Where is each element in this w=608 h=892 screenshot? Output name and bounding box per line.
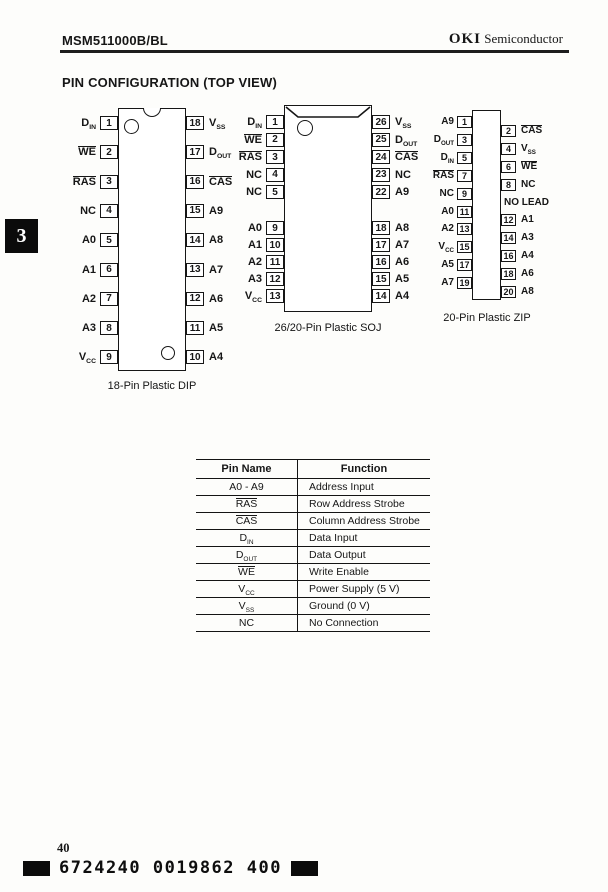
pin-label bbox=[395, 289, 409, 303]
pin-number-box: 26 bbox=[372, 115, 390, 129]
pin-number-box: 25 bbox=[372, 133, 390, 147]
pin-label-text: A9 bbox=[395, 186, 410, 198]
pin-number-box: 12 bbox=[266, 272, 284, 286]
function-cell: Row Address Strobe bbox=[309, 498, 405, 510]
soj-body bbox=[284, 105, 372, 312]
pin-label-text: NC bbox=[246, 168, 262, 181]
header-rule bbox=[60, 50, 569, 53]
pin-label bbox=[521, 125, 542, 137]
pin-number-box: 4 bbox=[501, 143, 516, 155]
pin-number-box: 14 bbox=[501, 232, 516, 244]
pin-number-box: 16 bbox=[186, 175, 204, 189]
function-cell: Data Output bbox=[309, 549, 366, 561]
pin-label-text: RAS bbox=[432, 169, 454, 181]
pin-label-text: WE bbox=[521, 160, 538, 172]
pin-label bbox=[395, 255, 409, 269]
pin-number-box: 20 bbox=[501, 286, 516, 298]
pin-number-box: 5 bbox=[100, 233, 118, 247]
pin-number-box: 14 bbox=[186, 233, 204, 247]
pin-label-text: $D_{OUT}$ bbox=[395, 133, 418, 148]
pin-label bbox=[441, 259, 454, 271]
pin-number-box: 8 bbox=[501, 179, 516, 191]
pin-label-text: RAS bbox=[238, 151, 262, 163]
pin-label bbox=[433, 170, 454, 182]
table-row bbox=[196, 598, 430, 615]
pin-label-text: WE bbox=[78, 146, 96, 159]
pin-label bbox=[248, 272, 262, 286]
pin-label bbox=[395, 238, 409, 252]
pin-label bbox=[82, 263, 96, 277]
pin-label bbox=[441, 152, 454, 164]
pin-number-box: 1 bbox=[266, 115, 284, 129]
pin-number-box: 7 bbox=[100, 292, 118, 306]
pin-name-cell bbox=[196, 496, 298, 512]
pin-label bbox=[209, 204, 223, 218]
pin-label bbox=[209, 233, 223, 247]
function-header: Function bbox=[340, 463, 388, 475]
barcode-text: 6724240 0019862 400 bbox=[59, 858, 282, 878]
pin-number-box: 11 bbox=[266, 255, 284, 269]
pin-label-text: A9 bbox=[209, 204, 224, 217]
pin-label bbox=[209, 175, 232, 189]
pin-number-box: 24 bbox=[372, 150, 390, 164]
pin-label-text: $V_{CC}$ bbox=[238, 583, 255, 598]
pin-label bbox=[248, 238, 262, 252]
pin-label bbox=[441, 277, 454, 289]
pin-label-text: A0 bbox=[81, 234, 96, 247]
pin-number-box: 5 bbox=[266, 185, 284, 199]
pin-number-box: 9 bbox=[457, 188, 472, 200]
pin-label bbox=[73, 175, 96, 189]
pin-label bbox=[441, 116, 454, 128]
table-row bbox=[196, 581, 430, 598]
pin-label-text: A9 bbox=[441, 116, 454, 127]
pin-label-text: $V_{SS}$ bbox=[395, 116, 412, 131]
pin-label bbox=[244, 133, 262, 147]
pin-label bbox=[521, 232, 534, 244]
function-cell: Data Input bbox=[309, 532, 358, 544]
pin-label bbox=[395, 133, 417, 147]
pin-label bbox=[209, 145, 231, 159]
pin-label-text: A5 bbox=[441, 259, 454, 271]
pin-number-box: 4 bbox=[266, 168, 284, 182]
pin-label-text: $V_{CC}$ bbox=[438, 241, 454, 255]
pin-label-text: NC bbox=[80, 204, 96, 217]
pin-label-text: A6 bbox=[395, 256, 410, 268]
zip-body bbox=[472, 110, 501, 300]
pin-label-text: A0 bbox=[441, 205, 454, 217]
pin-number-box: 23 bbox=[372, 168, 390, 182]
pin-label-text: A2 bbox=[247, 256, 262, 268]
pin-table-header-row bbox=[196, 460, 430, 479]
pin-label-text: NC bbox=[238, 617, 255, 629]
function-cell: No Connection bbox=[309, 617, 379, 629]
dip-package bbox=[62, 104, 277, 400]
pin-label-text: WE bbox=[238, 565, 255, 578]
pin-label-text: A4 bbox=[395, 290, 410, 302]
pin-label bbox=[209, 292, 223, 306]
pin-number-box: 10 bbox=[186, 350, 204, 364]
pin-number-box: 16 bbox=[501, 250, 516, 262]
pin-number-box: 12 bbox=[501, 214, 516, 226]
pin-label-text: $V_{CC}$ bbox=[244, 290, 262, 305]
pin-name-cell bbox=[196, 581, 298, 597]
pin-label-text: A7 bbox=[395, 239, 410, 251]
pin-number-box: 2 bbox=[501, 125, 516, 137]
pin-label bbox=[209, 350, 223, 364]
pin-number-box: 1 bbox=[100, 116, 118, 130]
pin-number-box: 14 bbox=[372, 289, 390, 303]
pin-number-box: 13 bbox=[186, 263, 204, 277]
table-row bbox=[196, 564, 430, 581]
pin-label-text: NC bbox=[395, 168, 411, 181]
pin-label-text: A6 bbox=[521, 268, 534, 280]
pin-name-cell bbox=[196, 513, 298, 529]
pin-label bbox=[521, 143, 536, 155]
pin-number-box: 9 bbox=[100, 350, 118, 364]
function-cell: Address Input bbox=[309, 481, 374, 493]
table-row bbox=[196, 496, 430, 513]
pin-label-text: CAS bbox=[395, 151, 419, 163]
pin-number-box: 12 bbox=[186, 292, 204, 306]
pin-label bbox=[395, 185, 409, 199]
pin-label-text: A6 bbox=[209, 292, 224, 305]
barcode bbox=[23, 858, 318, 878]
pin-label-text: A8 bbox=[209, 234, 224, 247]
pin-label bbox=[434, 134, 454, 146]
section-tab: 3 bbox=[5, 219, 38, 253]
pin-label bbox=[521, 268, 534, 280]
pin-label-text: $D_{OUT}$ bbox=[433, 133, 454, 147]
pin-label-text: A5 bbox=[209, 322, 224, 335]
table-row bbox=[196, 530, 430, 547]
pin-label bbox=[521, 179, 535, 191]
pin-number-box: 3 bbox=[457, 134, 472, 146]
pin-number-box: 6 bbox=[100, 263, 118, 277]
pin-label-text: $V_{SS}$ bbox=[238, 600, 255, 615]
function-cell: Power Supply (5 V) bbox=[309, 583, 400, 595]
pin-label bbox=[521, 250, 534, 262]
document-title: MSM511000B/BL bbox=[62, 33, 168, 48]
pin-label-text: $D_{IN}$ bbox=[239, 532, 254, 547]
pin-label bbox=[521, 286, 534, 298]
pin-label bbox=[209, 116, 225, 130]
pin-number-box: 15 bbox=[372, 272, 390, 286]
pin-label-text: A1 bbox=[521, 214, 534, 226]
pin-label-text: A4 bbox=[209, 351, 224, 364]
page-title: PIN CONFIGURATION (TOP VIEW) bbox=[62, 75, 278, 90]
pin-label bbox=[395, 168, 411, 182]
pin-label-text: A0 bbox=[247, 222, 262, 234]
pin-label bbox=[82, 233, 96, 247]
pin-label-text: NC bbox=[246, 186, 262, 198]
pin-label bbox=[521, 161, 537, 173]
barcode-block-right-icon bbox=[291, 861, 318, 876]
pin-label-text: A2 bbox=[441, 223, 454, 235]
pin-number-box: 18 bbox=[186, 116, 204, 130]
no-lead-label bbox=[504, 197, 549, 209]
pin-label bbox=[438, 241, 454, 253]
pin-label bbox=[395, 115, 411, 129]
pin-label-text: $D_{OUT}$ bbox=[235, 549, 258, 564]
zip-package bbox=[432, 104, 602, 332]
pin-label-text: $D_{IN}$ bbox=[440, 151, 454, 165]
pin-label-text: A2 bbox=[81, 292, 96, 305]
dip-caption: 18-Pin Plastic DIP bbox=[107, 380, 197, 392]
pin-label-text: A7 bbox=[209, 263, 224, 276]
pin-name-header: Pin Name bbox=[196, 460, 298, 478]
zip-caption: 20-Pin Plastic ZIP bbox=[443, 312, 531, 324]
pin-name-cell bbox=[196, 615, 298, 631]
pin-label-text: A5 bbox=[395, 273, 410, 285]
pin-label-text: A3 bbox=[81, 322, 96, 335]
pin-label-text: RAS bbox=[72, 175, 96, 188]
barcode-block-left-icon bbox=[23, 861, 50, 876]
pin-label bbox=[245, 289, 262, 303]
pin-function-table bbox=[196, 459, 430, 632]
pin-number-box: 3 bbox=[266, 150, 284, 164]
dip-pin1-indicator-icon bbox=[124, 119, 139, 134]
pin-label-text: $D_{IN}$ bbox=[81, 117, 96, 132]
pin-number-box: 16 bbox=[372, 255, 390, 269]
pin-number-box: 6 bbox=[501, 161, 516, 173]
pin-name-cell bbox=[196, 564, 298, 580]
pin-number-box: 8 bbox=[100, 321, 118, 335]
pin-label bbox=[80, 204, 96, 218]
pin-label bbox=[82, 292, 96, 306]
pin-label-text: $D_{OUT}$ bbox=[209, 146, 232, 161]
pin-label-text: WE bbox=[244, 133, 262, 146]
table-row bbox=[196, 615, 430, 632]
pin-label-text: NC bbox=[521, 178, 536, 190]
soj-caption: 26/20-Pin Plastic SOJ bbox=[274, 322, 382, 334]
pin-label bbox=[395, 150, 418, 164]
pin-number-box: 13 bbox=[266, 289, 284, 303]
brand-oki: OKI bbox=[448, 31, 482, 47]
pin-label-text: CAS bbox=[209, 175, 233, 188]
table-row bbox=[196, 547, 430, 564]
function-cell: Ground (0 V) bbox=[309, 600, 370, 612]
dip-body bbox=[118, 108, 186, 371]
table-row bbox=[196, 479, 430, 496]
pin-number-box: 2 bbox=[266, 133, 284, 147]
pin-number-box: 9 bbox=[266, 221, 284, 235]
pin-number-box: 11 bbox=[457, 206, 472, 218]
pin-label bbox=[521, 214, 534, 226]
pin-label bbox=[248, 221, 262, 235]
pin-number-box: 17 bbox=[372, 238, 390, 252]
pin-number-box: 17 bbox=[457, 259, 472, 271]
pin-label-text: A8 bbox=[395, 222, 410, 234]
pin-label bbox=[395, 272, 409, 286]
brand-logo bbox=[449, 31, 563, 48]
pin-label-text: RAS bbox=[235, 497, 258, 510]
pin-label-text: A4 bbox=[521, 250, 534, 262]
pin-label bbox=[246, 168, 262, 182]
function-cell: Column Address Strobe bbox=[309, 515, 420, 527]
pin-label bbox=[441, 206, 454, 218]
soj-package bbox=[238, 104, 463, 344]
soj-chamfer-icon bbox=[284, 105, 372, 121]
pin-label bbox=[209, 263, 223, 277]
pin-label-text: NO LEAD bbox=[504, 196, 549, 208]
pin-label-text: $V_{SS}$ bbox=[521, 142, 536, 156]
pin-number-box: 18 bbox=[372, 221, 390, 235]
dip-bottom-indicator-icon bbox=[161, 346, 175, 360]
pin-label-text: CAS bbox=[521, 124, 543, 136]
pin-number-box: 18 bbox=[501, 268, 516, 280]
page-number: 40 bbox=[57, 841, 70, 855]
pin-label bbox=[209, 321, 223, 335]
brand-semiconductor: Semiconductor bbox=[484, 31, 563, 46]
pin-name-cell bbox=[196, 479, 298, 495]
pin-number-box: 15 bbox=[457, 241, 472, 253]
pin-label-text: NC bbox=[439, 187, 454, 199]
function-cell: Write Enable bbox=[309, 566, 369, 578]
pin-label bbox=[239, 150, 262, 164]
pin-number-box: 1 bbox=[457, 116, 472, 128]
pin-number-box: 17 bbox=[186, 145, 204, 159]
pin-label-text: A0 - A9 bbox=[229, 481, 264, 493]
pin-name-cell bbox=[196, 598, 298, 614]
pin-label-text: $V_{CC}$ bbox=[78, 351, 96, 366]
pin-label bbox=[246, 185, 262, 199]
pin-label bbox=[441, 223, 454, 235]
pin-label-text: $V_{SS}$ bbox=[209, 117, 226, 132]
pin-number-box: 15 bbox=[186, 204, 204, 218]
pin-label bbox=[82, 321, 96, 335]
pin-label-text: A8 bbox=[521, 286, 534, 298]
soj-pin1-indicator-icon bbox=[297, 120, 313, 136]
pin-name-cell bbox=[196, 530, 298, 546]
pin-number-box: 5 bbox=[457, 152, 472, 164]
pin-number-box: 10 bbox=[266, 238, 284, 252]
pin-label bbox=[247, 115, 262, 129]
pin-label bbox=[395, 221, 409, 235]
pin-number-box: 7 bbox=[457, 170, 472, 182]
pin-label-text: A3 bbox=[521, 232, 534, 244]
pin-label bbox=[440, 188, 454, 200]
pin-label bbox=[78, 145, 96, 159]
pin-number-box: 3 bbox=[100, 175, 118, 189]
pin-label-text: A7 bbox=[441, 277, 454, 289]
pin-number-box: 13 bbox=[457, 223, 472, 235]
pin-label-text: CAS bbox=[235, 514, 258, 527]
pin-label-text: A1 bbox=[247, 239, 262, 251]
pin-label bbox=[248, 255, 262, 269]
pin-number-box: 19 bbox=[457, 277, 472, 289]
pin-label bbox=[81, 116, 96, 130]
pin-number-box: 11 bbox=[186, 321, 204, 335]
pin-number-box: 2 bbox=[100, 145, 118, 159]
pin-number-box: 22 bbox=[372, 185, 390, 199]
pin-label-text: $D_{IN}$ bbox=[247, 116, 262, 131]
pin-name-cell bbox=[196, 547, 298, 563]
table-row bbox=[196, 513, 430, 530]
pin-label-text: A3 bbox=[247, 273, 262, 285]
pin-label bbox=[79, 350, 96, 364]
pin-label-text: A1 bbox=[81, 263, 96, 276]
pin-number-box: 4 bbox=[100, 204, 118, 218]
